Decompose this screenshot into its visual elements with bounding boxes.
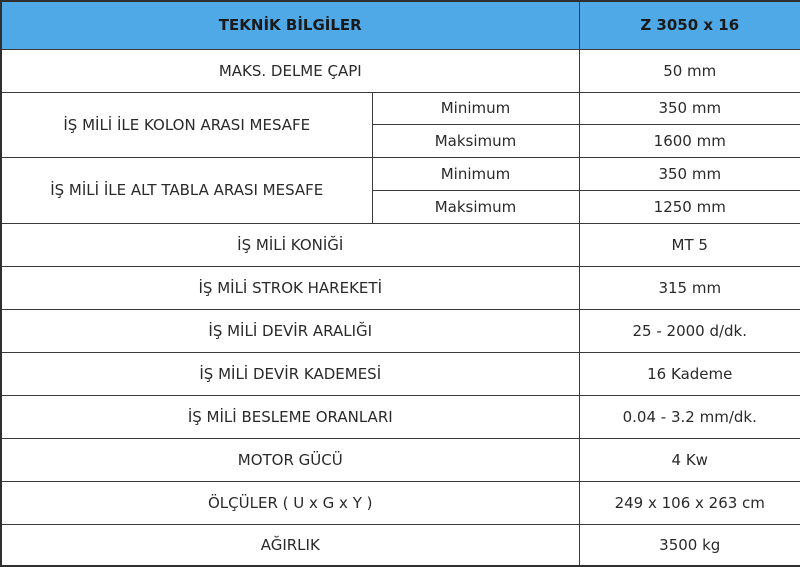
spindle-table-max-value: 1250 mm	[579, 190, 800, 223]
table-row	[1, 395, 800, 438]
spindle-table-min-label: Minimum	[372, 157, 579, 190]
speed-steps-label: İŞ MİLİ DEVİR KADEMESİ	[1, 352, 579, 395]
speed-steps-value: 16 Kademe	[579, 352, 800, 395]
table-row	[1, 92, 800, 124]
feed-value: 0.04 - 3.2 mm/dk.	[579, 395, 800, 438]
table-row	[1, 266, 800, 309]
taper-value: MT 5	[579, 223, 800, 266]
header-label: TEKNİK BİLGİLER	[1, 1, 579, 49]
table-row	[1, 524, 800, 566]
table-row	[1, 157, 800, 190]
spindle-column-label: İŞ MİLİ İLE KOLON ARASI MESAFE	[1, 92, 372, 157]
dims-label: ÖLÇÜLER ( U x G x Y )	[1, 481, 579, 524]
spindle-table-max-label: Maksimum	[372, 190, 579, 223]
max-drill-value: 50 mm	[579, 49, 800, 92]
table-row	[1, 481, 800, 524]
speed-range-label: İŞ MİLİ DEVİR ARALIĞI	[1, 309, 579, 352]
weight-label: AĞIRLIK	[1, 524, 579, 566]
spindle-column-max-label: Maksimum	[372, 124, 579, 157]
table-row	[1, 352, 800, 395]
max-drill-label: MAKS. DELME ÇAPI	[1, 49, 579, 92]
header-model: Z 3050 x 16	[579, 1, 800, 49]
table-row	[1, 438, 800, 481]
table-row	[1, 49, 800, 92]
motor-label: MOTOR GÜCÜ	[1, 438, 579, 481]
table-row	[1, 223, 800, 266]
taper-label: İŞ MİLİ KONİĞİ	[1, 223, 579, 266]
header-row	[1, 1, 800, 49]
feed-label: İŞ MİLİ BESLEME ORANLARI	[1, 395, 579, 438]
spindle-table-label: İŞ MİLİ İLE ALT TABLA ARASI MESAFE	[1, 157, 372, 223]
speed-range-value: 25 - 2000 d/dk.	[579, 309, 800, 352]
weight-value: 3500 kg	[579, 524, 800, 566]
stroke-value: 315 mm	[579, 266, 800, 309]
spindle-column-max-value: 1600 mm	[579, 124, 800, 157]
spindle-table-min-value: 350 mm	[579, 157, 800, 190]
spindle-column-min-value: 350 mm	[579, 92, 800, 124]
motor-value: 4 Kw	[579, 438, 800, 481]
dims-value: 249 x 106 x 263 cm	[579, 481, 800, 524]
spindle-column-min-label: Minimum	[372, 92, 579, 124]
table-row	[1, 309, 800, 352]
stroke-label: İŞ MİLİ STROK HAREKETİ	[1, 266, 579, 309]
